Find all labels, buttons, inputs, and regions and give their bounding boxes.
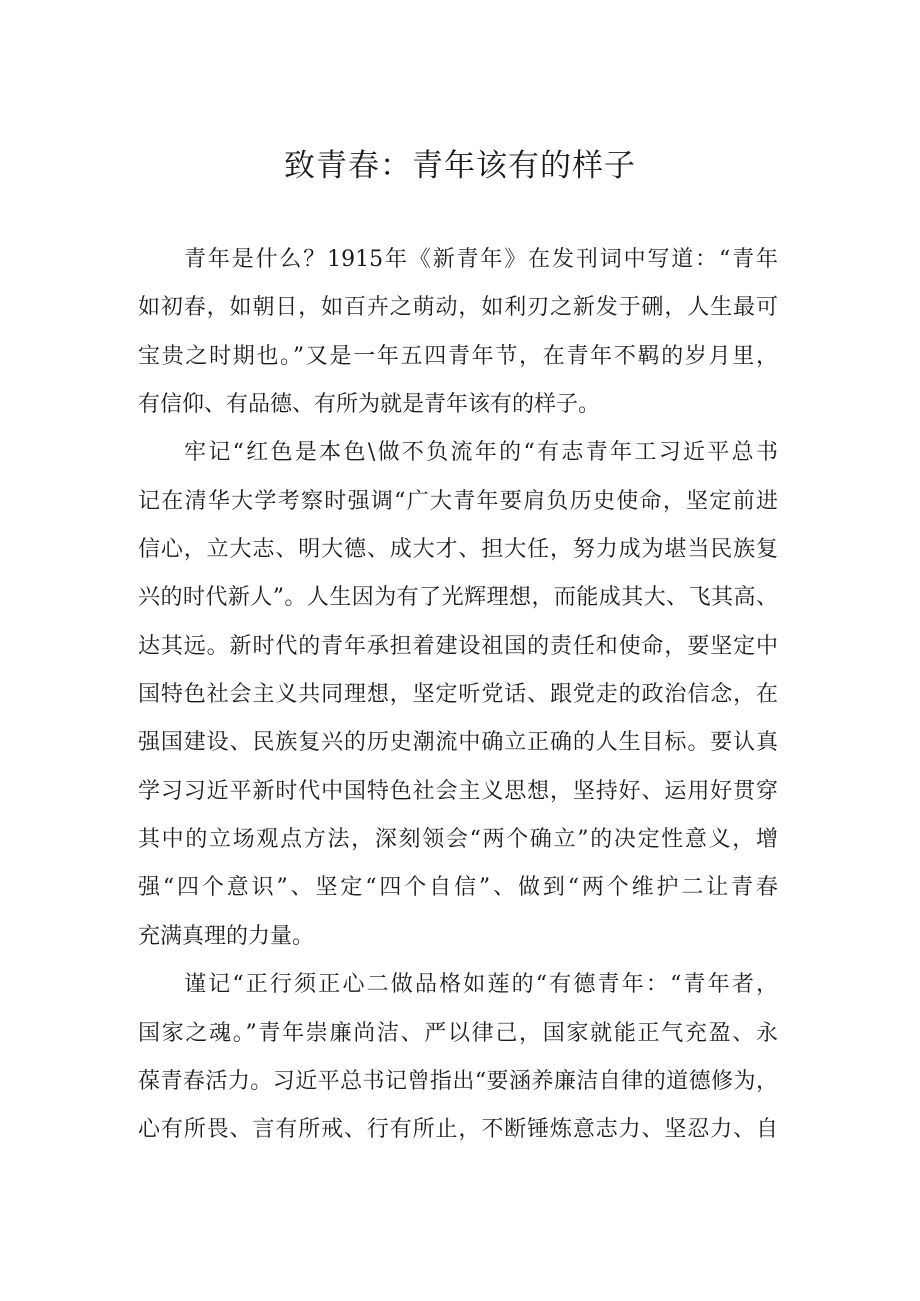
- document-body: [138, 236, 778, 1155]
- paragraph-1-line-2: 如初春，如朝日，如百卉之萌动，如利刃之新发于硎，人生最可: [138, 295, 778, 321]
- paragraph-2-line-5: 达其远。新时代的青年承担着建设祖国的责任和使命，要坚定中: [138, 633, 778, 659]
- paragraph-3-line-1: 谨记“正行须正心二做品格如莲的“有德青年：“青年者，: [184, 972, 778, 998]
- paragraph-3-line-4: 心有所畏、言有所戒、行有所止，不断锤炼意志力、坚忍力、自: [138, 1117, 778, 1143]
- paragraph-3-line-2: 国家之魂。”青年崇廉尚洁、严以律己，国家就能正气充盈、永: [138, 1020, 778, 1046]
- paragraph-1-line-1: 青年是什么？1915年《新青年》在发刊词中写道：“青年: [184, 247, 778, 272]
- paragraph-1-line-3: 宝贵之时期也。”又是一年五四青年节，在青年不羁的岁月里，: [138, 343, 778, 369]
- document-title: 致青春：青年该有的样子: [284, 148, 636, 184]
- paragraph-2-line-7: 强国建设、民族复兴的历史潮流中确立正确的人生目标。要认真: [138, 730, 778, 756]
- paragraph-2-line-10: 强“四个意识”、坚定“四个自信”、做到“两个维护二让青春: [138, 875, 778, 901]
- paragraph-1-line-4: 有信仰、有品德、有所为就是青年该有的样子。: [138, 392, 601, 418]
- paragraph-3-line-3: 葆青春活力。习近平总书记曾指出“要涵养廉洁自律的道德修为，: [138, 1068, 778, 1094]
- paragraph-2-line-6: 国特色社会主义共同理想，坚定听党话、跟党走的政治信念，在: [138, 682, 778, 708]
- paragraph-2-line-4: 兴的时代新人”。人生因为有了光辉理想，而能成其大、飞其高、: [138, 585, 778, 611]
- paragraph-2-line-2: 记在清华大学考察时强调“广大青年要肩负历史使命，坚定前进: [138, 488, 778, 514]
- paragraph-2-line-3: 信心，立大志、明大德、成大才、担大任，努力成为堪当民族复: [138, 537, 778, 563]
- paragraph-2-line-8: 学习习近平新时代中国特色社会主义思想，坚持好、运用好贯穿: [138, 778, 778, 804]
- paragraph-2-line-11: 充满真理的力量。: [138, 923, 315, 949]
- paragraph-2-line-1: 牢记“红色是本色\做不负流年的“有志青年工习近平总书: [184, 440, 778, 466]
- paragraph-2-line-9: 其中的立场观点方法，深刻领会“两个确立”的决定性意义，增: [138, 827, 778, 853]
